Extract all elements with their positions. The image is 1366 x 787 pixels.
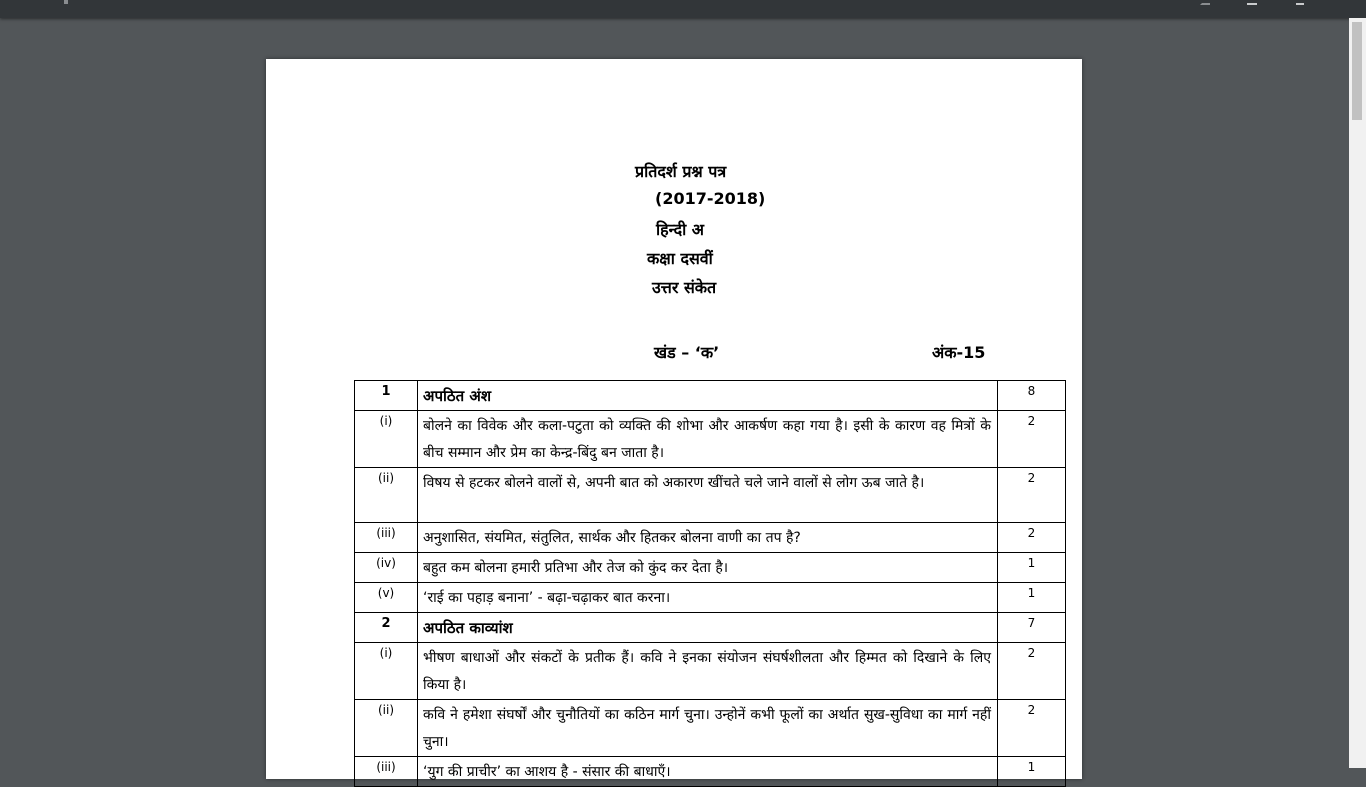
scrollbar-thumb[interactable] [1352,22,1362,120]
table-row [355,468,1066,523]
marks: 2 [998,700,1066,757]
marks: 1 [998,583,1066,613]
question-number: (v) [355,583,418,613]
marks: 2 [998,468,1066,523]
table-row [355,583,1066,613]
answer-text: अनुशासित, संयमित, संतुलित, सार्थक और हितकर बोलना वाणी का तप है? [418,523,998,553]
table-row [355,700,1066,757]
marks: 7 [998,613,1066,643]
answer-text: विषय से हटकर बोलने वालों से, अपनी बात को अकारण खींचते चले जाने वालों से लोग ऊब जाते है। [418,468,998,523]
marks: 1 [998,553,1066,583]
answer-text: बहुत कम बोलना हमारी प्रतिभा और तेज को कुंद कर देता है। [418,553,998,583]
question-number: 2 [355,613,418,643]
table-row [355,523,1066,553]
section-label: खंड – ‘क’ [654,343,720,362]
answer-text: बोलने का विवेक और कला-पटुता को व्यक्ति की शोभा और आकर्षण कहा गया है। इसी के कारण वह मित्रों के बीच सम्मान और प्रेम का केन्द्र-बिंदु बन जाता है। [418,411,998,468]
table-row [355,757,1066,787]
vertical-scrollbar[interactable] [1349,18,1366,768]
question-number: (iv) [355,553,418,583]
marks: 2 [998,643,1066,700]
question-number: 1 [355,381,418,411]
pdf-viewer-toolbar [0,0,1366,18]
document-page [266,59,1082,779]
document-heading: उत्तर संकेत [652,278,717,297]
marks: 8 [998,381,1066,411]
rotate-icon[interactable] [1200,0,1210,5]
table-row [355,643,1066,700]
table-row [355,411,1066,468]
document-subject: हिन्दी अ [656,220,705,239]
answer-text: ‘राई का पहाड़ बनाना’ - बढ़ा-चढ़ाकर बात करना। [418,583,998,613]
table-row [355,553,1066,583]
marks: 2 [998,411,1066,468]
marks: 2 [998,523,1066,553]
answer-text: कवि ने हमेशा संघर्षों और चुनौतियों का कठिन मार्ग चुना। उन्होनें कभी फूलों का अर्थात सुख-सुविधा का मार्ग नहीं चुना। [418,700,998,757]
download-icon[interactable] [1247,0,1257,5]
answer-table [354,380,1066,787]
question-number: (i) [355,411,418,468]
section-marks: अंक-15 [932,343,986,362]
question-number: (i) [355,643,418,700]
marks: 1 [998,757,1066,787]
document-year: (2017-2018) [655,189,766,208]
question-number: (ii) [355,700,418,757]
table-row [355,381,1066,411]
print-icon[interactable] [1296,0,1304,5]
question-number: (ii) [355,468,418,523]
answer-text: ‘युग की प्राचीर’ का आशय है - संसार की बाधाएँ। [418,757,998,787]
document-title: प्रतिदर्श प्रश्न पत्र [635,162,727,181]
menu-icon[interactable] [64,0,68,4]
question-number: (iii) [355,757,418,787]
table-row [355,613,1066,643]
document-class: कक्षा दसवीं [647,249,713,268]
question-number: (iii) [355,523,418,553]
answer-text: अपठित अंश [418,381,998,411]
answer-text: भीषण बाधाओं और संकटों के प्रतीक हैं। कवि ने इनका संयोजन संघर्षशीलता और हिम्मत को दिखाने के लिए किया है। [418,643,998,700]
answer-text: अपठित काव्यांश [418,613,998,643]
